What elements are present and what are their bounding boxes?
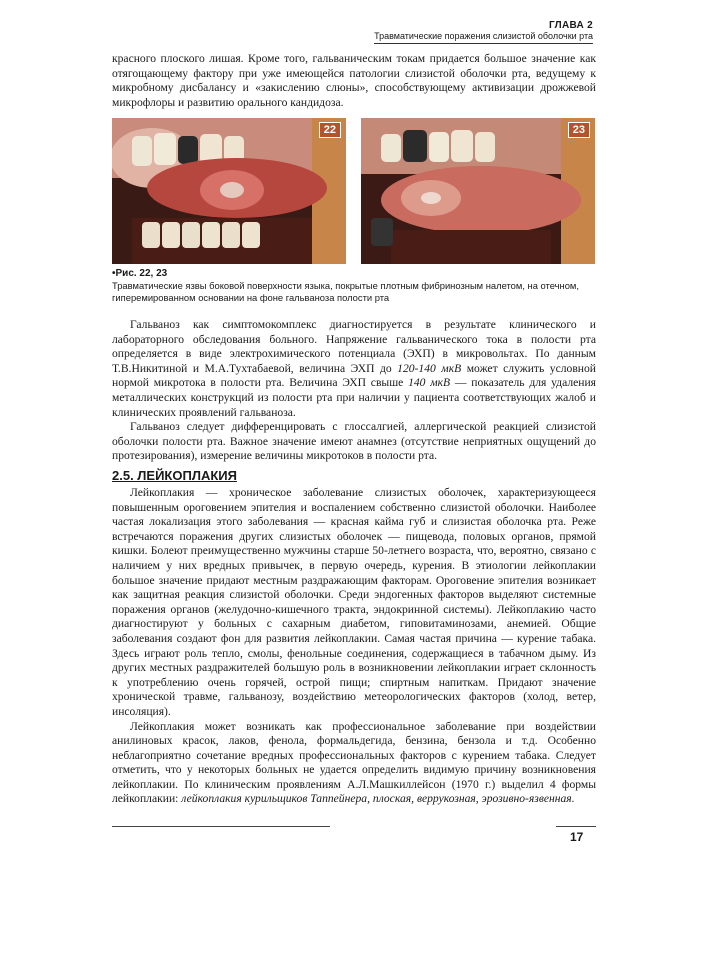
galvanism-text bbox=[112, 318, 596, 464]
figure-caption bbox=[112, 268, 596, 304]
leukoplakia-text bbox=[112, 486, 596, 807]
figure-22-photo bbox=[112, 118, 346, 264]
page-header bbox=[374, 20, 593, 44]
intro-paragraph: красного плоского лишая. Кроме того, гальваническим токам придается большое значение как отягощающему фактору при уже имеющейся патологии слизистой оболочки рта, ведущему к микробному дисбалансу и «закислению слюны», способствующему активизации дрожжевой микрофлоры и развитию орального кандидоза. bbox=[112, 52, 596, 109]
figure-23-number: 23 bbox=[568, 122, 590, 138]
leukoplakia-paragraph-1: Лейкоплакия — хроническое заболевание слизистых оболочек, характеризующееся повышенным ороговением эпителия и воспалением собственно слизистой оболочки. Наиболее частая локализация этого заболевания — красная кайма губ и слизистая оболочка рта. Реже встречаются поражения других слизистых оболочек — пищевода, половых органов, прямой кишки. Болеют преимущественно мужчины старше 50-летнего возраста, что, вероятно, связано с наличием у них вредных привычек, в первую очередь, курения. В этиологии лейкоплакии большое значение придают местным раздражающим факторам. Ороговение эпителия возникает как защитная реакция слизистой оболочки. Среди эндогенных факторов выделяют системные поражения органов (желудочно-кишечного тракта, эндокринной системы). Лейкоплакию часто диагностируют у больных с сахарным диабетом, гиповитаминозами, анемией. Общие заболевания создают фон для развития лейкоплакии. Самая частая причина — курение табака. Здесь играют роль тепло, смолы, фенольные соединения, содержащиеся в табачном дыму. Из других местных раздражителей большую роль в возникновении лейкоплакии играет склонность к употреблению очень горячей, острой пищи; спиртным напиткам. Придают значение хронической травме, гальванозу, воздействию метеорологических факторов (холод, ветер, инсоляция). bbox=[112, 486, 596, 718]
running-title: Травматические поражения слизистой оболочки рта bbox=[374, 31, 593, 44]
section-heading: 2.5. ЛЕЙКОПЛАКИЯ bbox=[112, 468, 237, 483]
italic-value: 120-140 мкВ bbox=[397, 361, 462, 375]
italic-value: 140 мкВ bbox=[408, 376, 451, 390]
leukoplakia-paragraph-2 bbox=[112, 720, 596, 808]
page-number-rule bbox=[556, 826, 596, 827]
text-span: Гальваноз как симптомокомплекс диагностируется в результате клинического и лабораторного обследования больного. Напряжение гальванического тока в полости рта определяется в виде электрохимического потенциала (ЭХП) в микровольтах. По данным Т.В.Никитиной и М.А.Тухтабаевой, величина ЭХП до bbox=[112, 318, 596, 375]
intro-text bbox=[112, 52, 596, 110]
page-number: 17 bbox=[570, 830, 584, 844]
text-span: — показатель для удаления металлических конструкций из полости рта при наличии у пациента соответствующих жалоб и клинических проявлений гальваноза. bbox=[112, 376, 596, 419]
caption-title: •Рис. 22, 23 bbox=[112, 268, 168, 279]
figure-22-number: 22 bbox=[319, 122, 341, 138]
footnote-rule bbox=[112, 826, 330, 827]
italic-forms: лейкоплакия курильщиков Таппейнера, плоская, веррукозная, эрозивно-язвенная. bbox=[181, 792, 575, 806]
text-span: может служить условной нормой микротока в полости рта. Величина ЭХП свыше bbox=[112, 361, 597, 390]
galvanism-paragraph-1 bbox=[112, 318, 596, 420]
chapter-label: ГЛАВА 2 bbox=[548, 20, 593, 31]
galvanism-paragraph-2: Гальваноз следует дифференцировать с глоссалгией, аллергической реакцией слизистой оболочки полости рта. Важное значение имеют анамнез (отсутствие неприятных ощущений до протезирования), измерение величины микротоков в полости рта. bbox=[112, 420, 596, 463]
figures bbox=[112, 118, 596, 264]
text-span: Лейкоплакия может возникать как профессиональное заболевание при воздействии анилиновых красок, лаков, фенола, формальдегида, бензина, бензола и т.д. Особенно неблагоприятно сочетание вредных профессиональных факторов с курением табака. Следует отметить, что у некоторых больных не удается определить видимую причину возникновения лейкоплакии. По клиническим проявлениям А.Л.Машкиллейсон (1970 г.) выделил 4 формы лейкоплакии: bbox=[112, 719, 596, 806]
caption-text: Травматические язвы боковой поверхности языка, покрытые плотным фибринозным налетом, на отечном, гиперемированном основании на фоне гальваноза полости рта bbox=[112, 280, 579, 303]
figure-23-photo bbox=[361, 118, 595, 264]
